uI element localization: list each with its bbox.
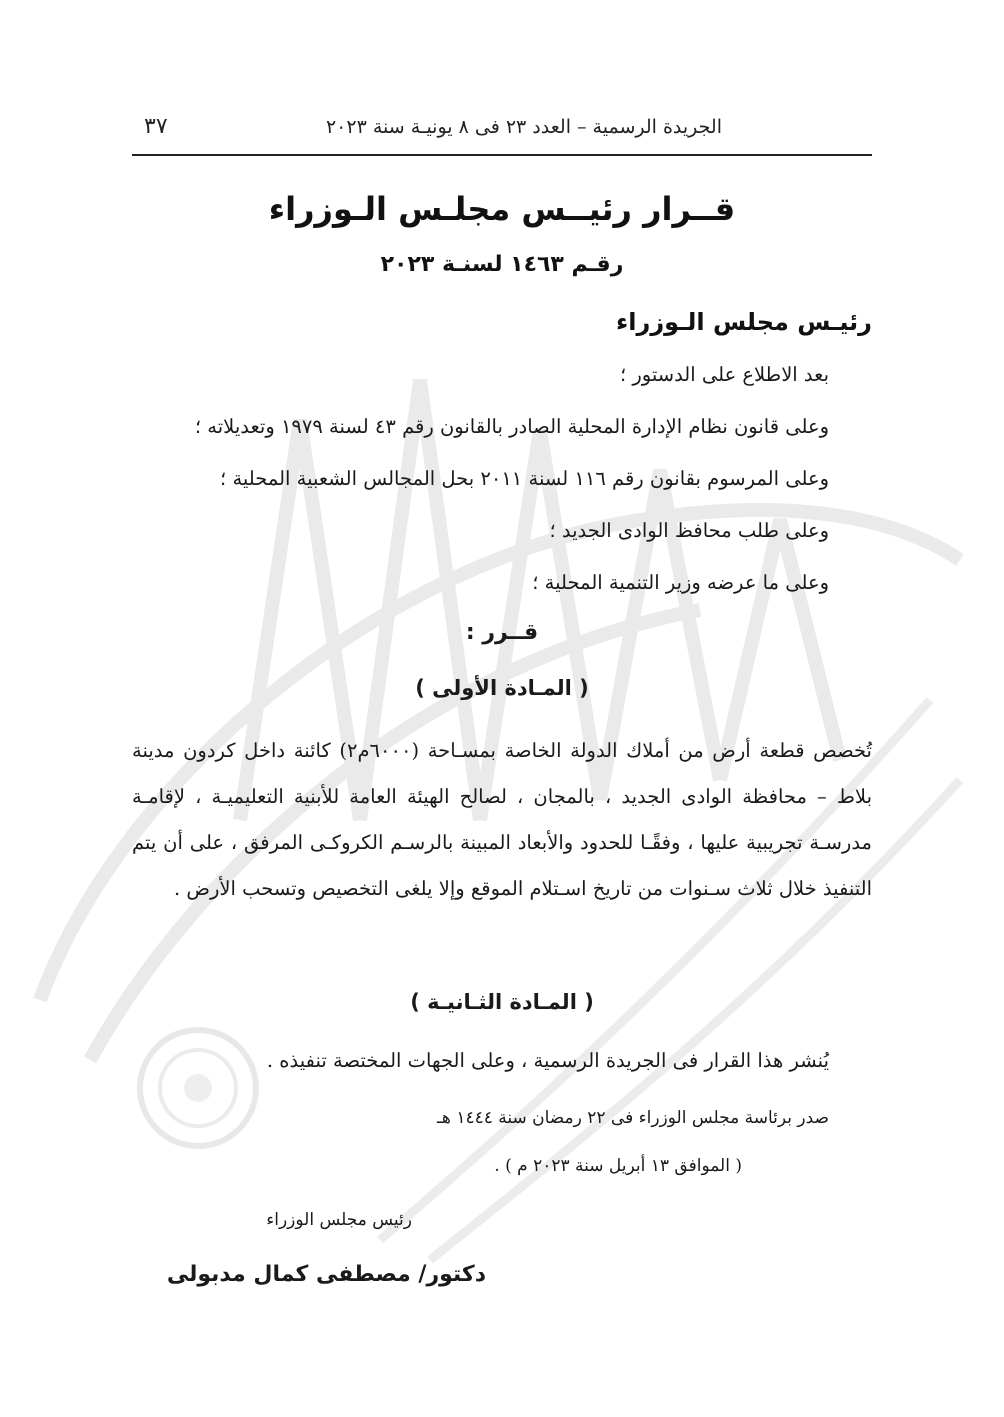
decided-label: قــرر : bbox=[465, 620, 539, 645]
gazette-issue-title: الجريدة الرسمية – العدد ٢٣ فى ٨ يونيـة سنة ٢٠٢٣ bbox=[325, 116, 722, 138]
preamble-item: وعلى قانون نظام الإدارة المحلية الصادر بالقانون رقم ٤٣ لسنة ١٩٧٩ وتعديلاته ؛ bbox=[194, 415, 829, 438]
signatory-name: دكتور/ مصطفى كمال مدبولى bbox=[166, 1262, 486, 1287]
article-one-heading: ( المـادة الأولى ) bbox=[415, 676, 589, 700]
header-divider bbox=[132, 154, 872, 156]
running-header bbox=[132, 112, 872, 152]
preamble-item: بعد الاطلاع على الدستور ؛ bbox=[619, 363, 829, 386]
preamble-item: وعلى ما عرضه وزير التنمية المحلية ؛ bbox=[532, 571, 829, 594]
preamble-list bbox=[129, 360, 829, 620]
issued-date-gregorian: ( الموافق ١٣ أبريل سنة ٢٠٢٣ م ) . bbox=[494, 1156, 742, 1176]
article-two-heading: ( المـادة الثـانيـة ) bbox=[410, 990, 594, 1014]
signatory-title: رئيس مجلس الوزراء bbox=[266, 1210, 412, 1230]
decree-number: رقـم ١٤٦٣ لسنـة ٢٠٢٣ bbox=[380, 252, 624, 277]
preamble-item: وعلى المرسوم بقانون رقم ١١٦ لسنة ٢٠١١ بحل المجالس الشعبية المحلية ؛ bbox=[220, 467, 829, 490]
article-one-body: تُخصص قطعة أرض من أملاك الدولة الخاصة بمسـاحة (٦٠٠٠م٢) كائنة داخل كردون مدينة بلاط – محافظة الوادى الجديد ، بالمجان ، لصالح الهيئة العامة للأبنية التعليميـة ، لإقامـة مدرسـة تجريبية عليها ، وفقًـا للحدود والأبعاد المبينة بالرسـم الكروكـى المرفق ، على أن يتم التنفيذ خلال ثلاث سـنوات من تاريخ اسـتلام الموقع وإلا يلغى التخصيص وتسحب الأرض . bbox=[132, 739, 872, 900]
article-two-body: يُنشر هذا القرار فى الجريدة الرسمية ، وعلى الجهات المختصة تنفيذه . bbox=[266, 1049, 829, 1072]
issued-date-hijri: صدر برئاسة مجلس الوزراء فى ٢٢ رمضان سنة ١٤٤٤ هـ bbox=[436, 1108, 829, 1128]
page-number: ٣٧ bbox=[144, 114, 168, 139]
preamble-item: وعلى طلب محافظ الوادى الجديد ؛ bbox=[549, 519, 829, 542]
decree-title: قــرار رئيــس مجلـس الـوزراء bbox=[268, 190, 736, 228]
issuer-title: رئيـس مجلس الـوزراء bbox=[616, 308, 872, 336]
